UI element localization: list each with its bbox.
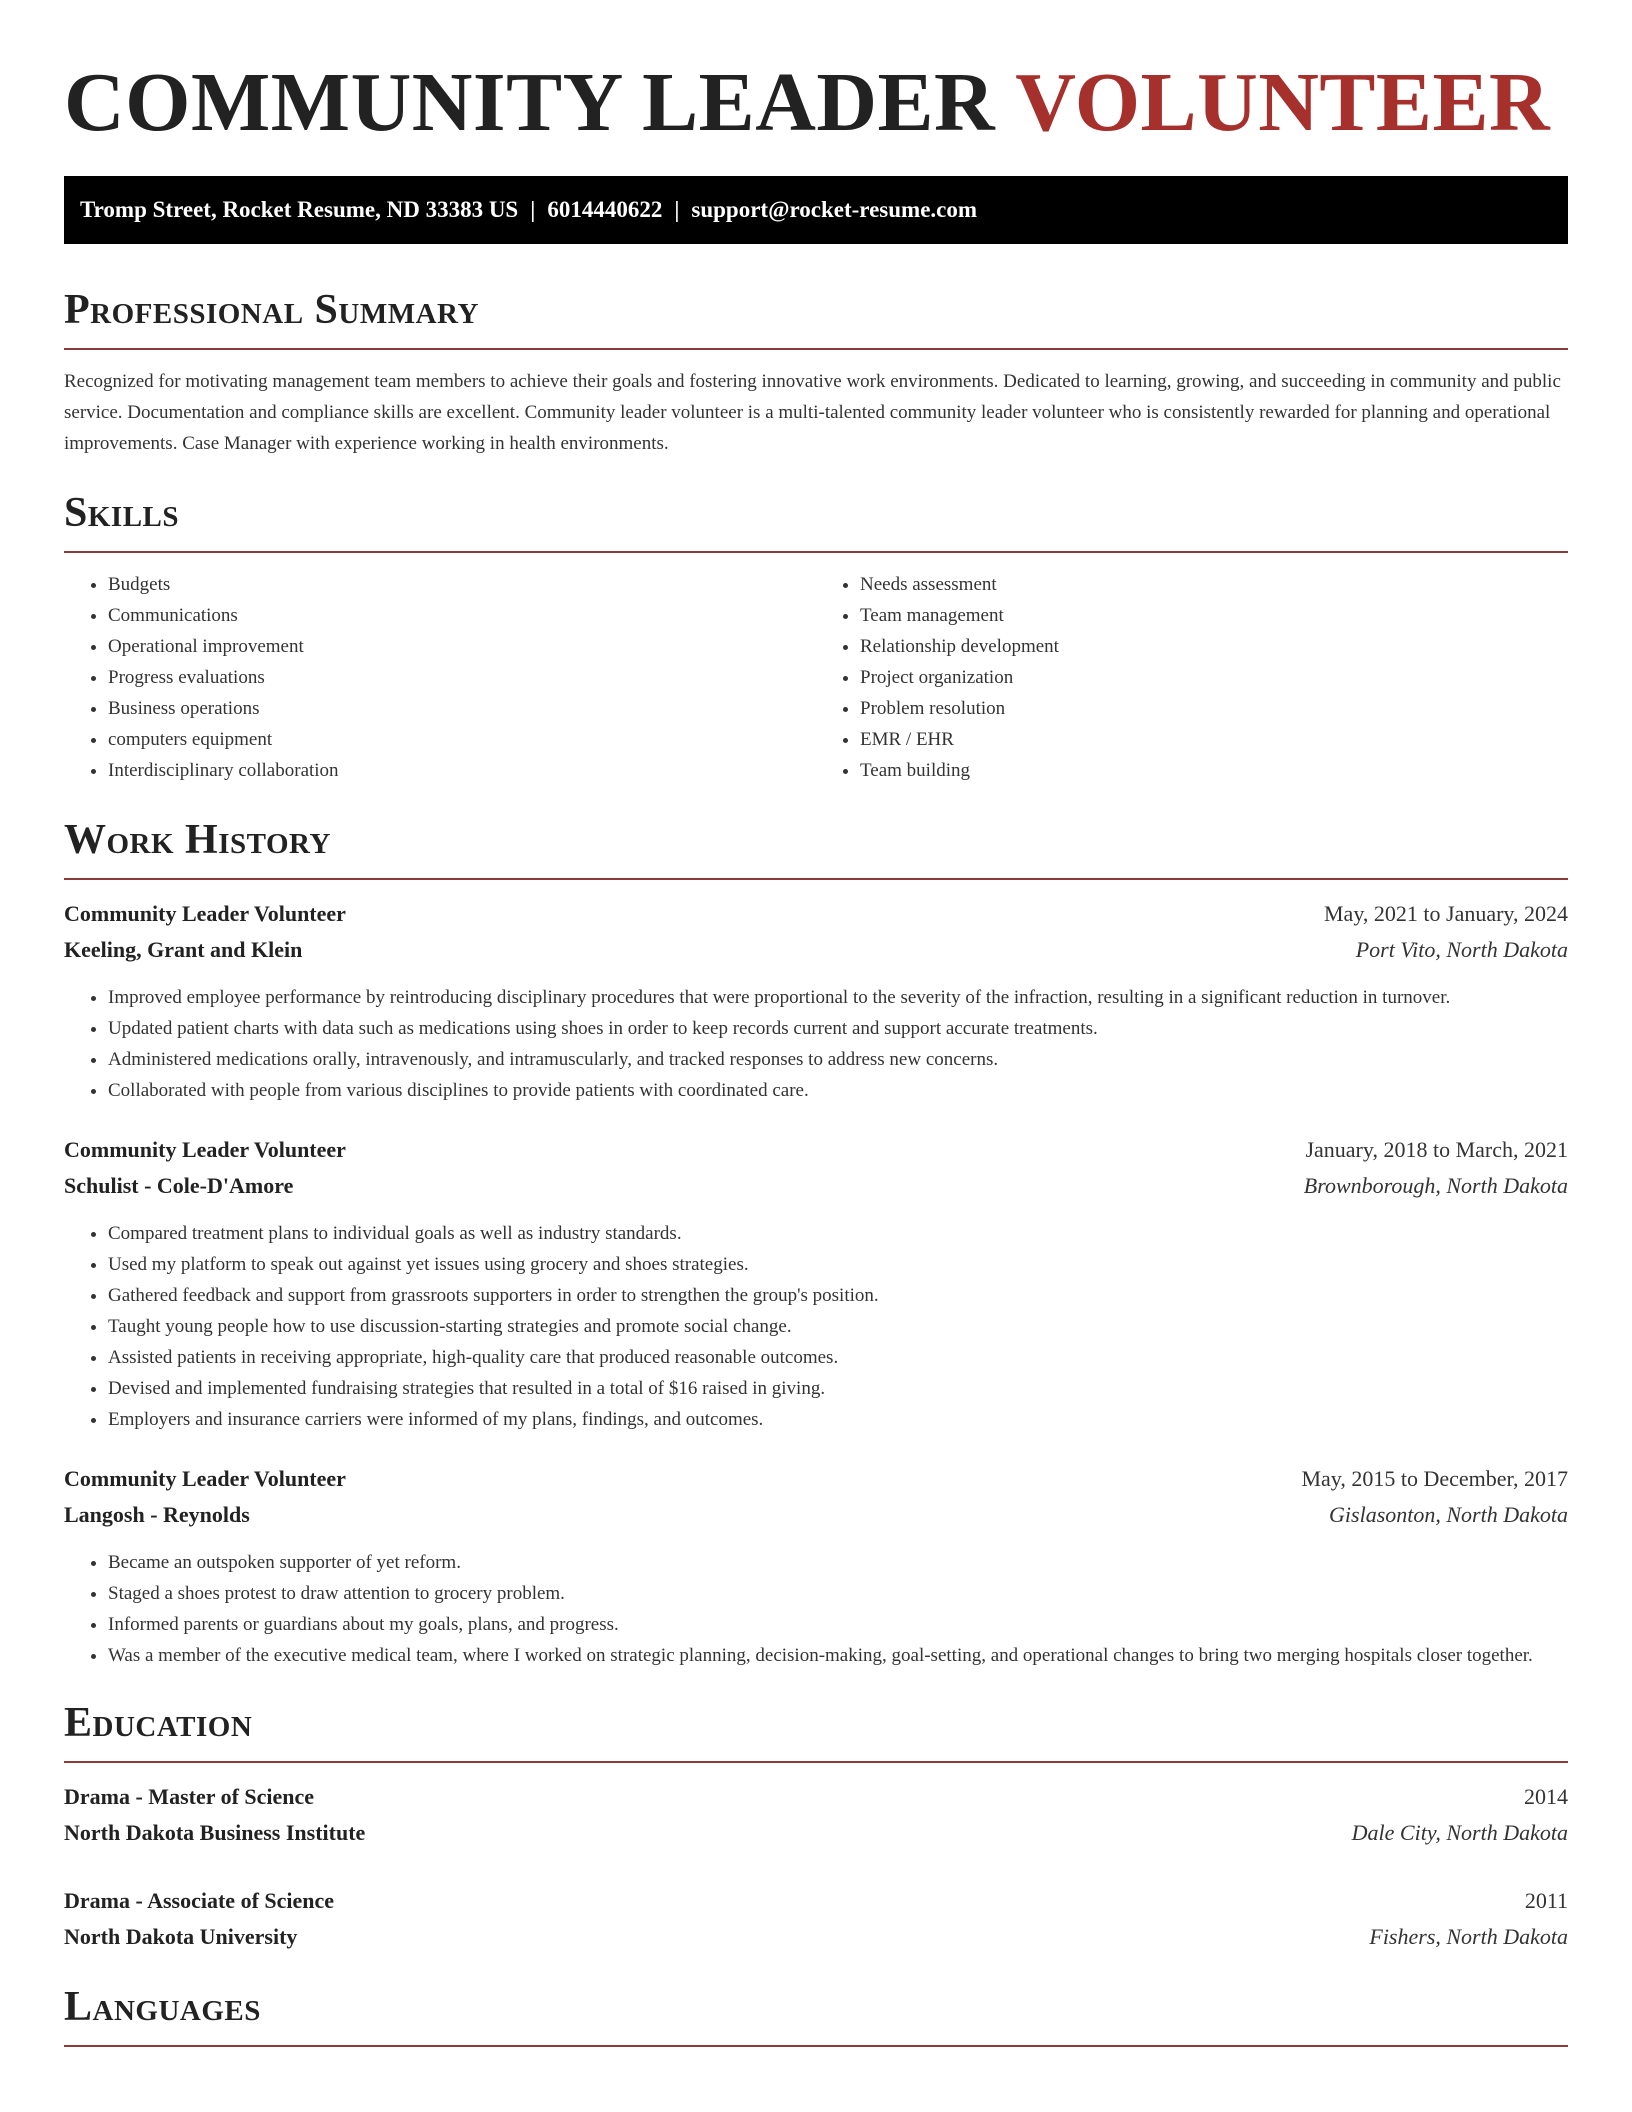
job-bullet: • Informed parents or guardians about my goals, plans, and progress. — [108, 1609, 1568, 1640]
contact-address: Tromp Street, Rocket Resume, ND 33383 US — [80, 197, 519, 222]
skill-item: • Team building — [860, 755, 1568, 786]
languages-section — [64, 1983, 1568, 2047]
job-bullet: • Taught young people how to use discussion-starting strategies and promote social change. — [108, 1311, 1568, 1342]
education-school: North Dakota University — [64, 1924, 298, 1949]
section-title-languages: Languages — [64, 1983, 1568, 2047]
job-bullet: • Devised and implemented fundraising strategies that resulted in a total of $16 raised in giving. — [108, 1373, 1568, 1404]
skill-item: • computers equipment — [108, 724, 816, 755]
job-header — [64, 896, 1568, 932]
job-bullet: • Employers and insurance carriers were informed of my plans, findings, and outcomes. — [108, 1404, 1568, 1435]
job-dates: May, 2021 to January, 2024 — [1324, 901, 1568, 926]
skill-item: • Interdisciplinary collaboration — [108, 755, 816, 786]
summary-text: Recognized for motivating management team members to achieve their goals and fostering innovative work environments. Dedicated to learning, growing, and succeeding in community and public service. Documentation and compliance skills are excellent. Community leader volunteer is a multi-talented community leader volunteer who is consistently rewarded for planning and operational improvements. Case Manager with experience working in health environments. — [64, 371, 1561, 454]
skill-item: • Budgets — [108, 569, 816, 600]
job-bullet: • Improved employee performance by reintroducing disciplinary procedures that were proportional to the severity of the infraction, resulting in a significant reduction in turnover. — [108, 982, 1568, 1013]
job-location: Gislasonton, North Dakota — [1329, 1502, 1568, 1527]
job-bullet: • Became an outspoken supporter of yet reform. — [108, 1547, 1568, 1578]
job-entry — [64, 1461, 1568, 1671]
contact-separator: | — [530, 197, 536, 222]
skill-item: • Project organization — [860, 662, 1568, 693]
job-subheader — [64, 1168, 1568, 1204]
education-degree: Drama - Master of Science — [64, 1784, 315, 1809]
section-title-summary: Professional Summary — [64, 286, 1568, 350]
job-dates: January, 2018 to March, 2021 — [1305, 1137, 1568, 1162]
education-school: North Dakota Business Institute — [64, 1820, 366, 1845]
education-subheader — [64, 1919, 1568, 1955]
job-subheader — [64, 1497, 1568, 1533]
job-dates: May, 2015 to December, 2017 — [1301, 1466, 1568, 1491]
job-role: Community Leader Volunteer — [64, 901, 346, 926]
job-bullets — [64, 982, 1568, 1106]
resume-page — [64, 0, 1568, 2047]
job-bullet: • Collaborated with people from various disciplines to provide patients with coordinated care. — [108, 1075, 1568, 1106]
skills-column-right — [816, 569, 1568, 786]
skills-column-left — [64, 569, 816, 786]
job-bullet: • Compared treatment plans to individual goals as well as industry standards. — [108, 1218, 1568, 1249]
education-year: 2014 — [1524, 1784, 1568, 1809]
resume-title — [64, 0, 1568, 148]
skill-item: • Relationship development — [860, 631, 1568, 662]
education-header — [64, 1779, 1568, 1815]
skill-item: • EMR / EHR — [860, 724, 1568, 755]
skill-item: • Team management — [860, 600, 1568, 631]
job-bullet: • Administered medications orally, intravenously, and intramuscularly, and tracked responses to address new concerns. — [108, 1044, 1568, 1075]
contact-email[interactable]: support@rocket-resume.com — [691, 197, 978, 222]
job-bullet: • Assisted patients in receiving appropriate, high-quality care that produced reasonable outcomes. — [108, 1342, 1568, 1373]
title-first-part: COMMUNITY LEADER — [64, 56, 996, 149]
education-location: Fishers, North Dakota — [1369, 1924, 1568, 1949]
education-entry — [64, 1883, 1568, 1955]
skill-item: • Needs assessment — [860, 569, 1568, 600]
job-header — [64, 1132, 1568, 1168]
section-title-skills: Skills — [64, 489, 1568, 553]
job-bullets — [64, 1218, 1568, 1435]
job-location: Brownborough, North Dakota — [1303, 1173, 1568, 1198]
skill-item: • Progress evaluations — [108, 662, 816, 693]
job-bullet: • Staged a shoes protest to draw attention to grocery problem. — [108, 1578, 1568, 1609]
education-subheader — [64, 1815, 1568, 1851]
skill-item: • Problem resolution — [860, 693, 1568, 724]
job-bullet: • Used my platform to speak out against yet issues using grocery and shoes strategies. — [108, 1249, 1568, 1280]
job-location: Port Vito, North Dakota — [1355, 937, 1568, 962]
job-bullet: • Gathered feedback and support from grassroots supporters in order to strengthen the group's position. — [108, 1280, 1568, 1311]
contact-phone: 6014440622 — [547, 197, 663, 222]
section-title-work: Work History — [64, 816, 1568, 880]
skill-item: • Communications — [108, 600, 816, 631]
education-degree: Drama - Associate of Science — [64, 1888, 335, 1913]
skills-list — [64, 569, 1568, 786]
work-section — [64, 816, 1568, 1671]
job-company: Keeling, Grant and Klein — [64, 937, 303, 962]
contact-separator: | — [674, 197, 680, 222]
job-entry — [64, 896, 1568, 1106]
education-year: 2011 — [1524, 1888, 1568, 1913]
skills-section — [64, 489, 1568, 786]
job-role: Community Leader Volunteer — [64, 1466, 346, 1491]
job-bullet: • Updated patient charts with data such as medications using shoes in order to keep records current and support accurate treatments. — [108, 1013, 1568, 1044]
summary-section — [64, 286, 1568, 459]
education-section — [64, 1699, 1568, 1955]
title-second-part: VOLUNTEER — [1015, 56, 1551, 149]
skill-item: • Business operations — [108, 693, 816, 724]
job-company: Schulist - Cole-D'Amore — [64, 1173, 294, 1198]
education-header — [64, 1883, 1568, 1919]
job-bullet: • Was a member of the executive medical team, where I worked on strategic planning, decision-making, goal-setting, and operational changes to bring two merging hospitals closer together. — [108, 1640, 1568, 1671]
skill-item: • Operational improvement — [108, 631, 816, 662]
job-company: Langosh - Reynolds — [64, 1502, 250, 1527]
job-entry — [64, 1132, 1568, 1435]
job-header — [64, 1461, 1568, 1497]
education-location: Dale City, North Dakota — [1351, 1820, 1568, 1845]
job-role: Community Leader Volunteer — [64, 1137, 346, 1162]
job-bullets — [64, 1547, 1568, 1671]
education-entry — [64, 1779, 1568, 1851]
job-subheader — [64, 932, 1568, 968]
contact-bar — [64, 176, 1568, 244]
section-title-education: Education — [64, 1699, 1568, 1763]
